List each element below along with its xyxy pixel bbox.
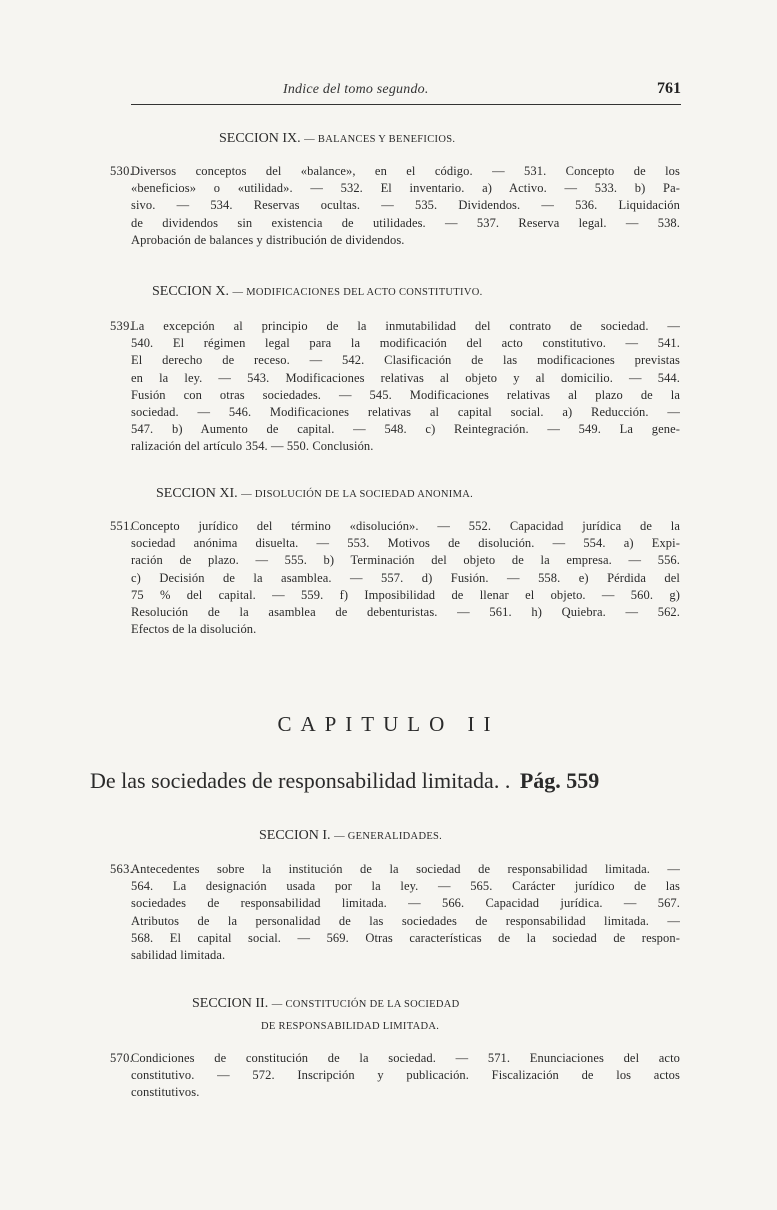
- chapter-subtitle-text: De las sociedades de responsabilidad limitada. .: [90, 768, 511, 793]
- entry-number: 570.: [110, 1051, 134, 1065]
- entry-text: [131, 318, 680, 456]
- section-heading-main: SECCION X.: [152, 284, 230, 299]
- section-heading-ix: [219, 131, 455, 147]
- section-heading-main: SECCION I.: [259, 828, 331, 843]
- running-title: Indice del tomo segundo.: [283, 82, 429, 97]
- entry-line: constitutivos.: [131, 1085, 200, 1100]
- entry-line: Aprobación de balances y distribución de dividendos.: [131, 232, 405, 247]
- entry-number: 530.: [110, 164, 134, 178]
- section-heading-main: SECCION XI.: [156, 486, 238, 501]
- section-heading-rest: — GENERALIDADES.: [334, 831, 443, 842]
- entry-number: 551.: [110, 519, 134, 533]
- entry-number: 539.: [110, 319, 134, 333]
- section-heading-rest: — MODIFICACIONES DEL ACTO CONSTITUTIVO.: [232, 287, 483, 298]
- entry-line: Antecedentes sobre la institución de la sociedad de responsabilidad limitada. —: [131, 862, 680, 876]
- entry-line: Condiciones de constitución de la sociedad. — 571. Enunciaciones del acto: [131, 1051, 680, 1065]
- section-heading-rest: DE RESPONSABILIDAD LIMITADA.: [261, 1021, 440, 1032]
- chapter-title: CAPITULO II: [277, 712, 500, 736]
- running-header: [131, 80, 681, 104]
- entry-line: ración de plazo. — 555. b) Terminación del objeto de la empresa. — 556.: [131, 553, 680, 568]
- chapter-subtitle: [90, 768, 690, 794]
- section-heading-i: [259, 828, 442, 844]
- entry-line: «beneficios» o «utilidad». — 532. El inventario. a) Activo. — 533. b) Pa-: [131, 181, 680, 196]
- section-heading-rest: — DISOLUCIÓN DE LA SOCIEDAD ANONIMA.: [241, 489, 474, 500]
- entry-line: Diversos conceptos del «balance», en el código. — 531. Concepto de los: [131, 164, 680, 178]
- entry-line: Atributos de la personalidad de las sociedades de responsabilidad limitada. —: [131, 913, 680, 928]
- section-heading-xi: [156, 486, 473, 502]
- entry-line: de dividendos sin existencia de utilidades. — 537. Reserva legal. — 538.: [131, 215, 680, 230]
- entry-number: 563.: [110, 862, 134, 876]
- section-heading-ii-line2: [261, 1018, 439, 1034]
- entry-line: 547. b) Aumento de capital. — 548. c) Reintegración. — 549. La gene-: [131, 422, 680, 437]
- entry-line: La excepción al principio de la inmutabilidad del contrato de sociedad. —: [131, 319, 680, 333]
- entry-line: 568. El capital social. — 569. Otras características de la sociedad de respon-: [131, 930, 680, 945]
- entry-line: sociedades de responsabilidad limitada. — 566. Capacidad jurídica. — 567.: [131, 896, 680, 911]
- entry-line: El derecho de receso. — 542. Clasificación de las modificaciones previstas: [131, 353, 680, 368]
- entry-line: sociedad. — 546. Modificaciones relativas al capital social. a) Reducción. —: [131, 404, 680, 419]
- entry-line: constitutivo. — 572. Inscripción y publicación. Fiscalización de los actos: [131, 1068, 680, 1083]
- entry-text: [131, 163, 680, 249]
- entry-text: [131, 861, 680, 964]
- section-heading-rest: — BALANCES Y BENEFICIOS.: [304, 134, 456, 145]
- entry-line: Resolución de la asamblea de debenturistas. — 561. h) Quiebra. — 562.: [131, 604, 680, 619]
- entry-line: Fusión con otras sociedades. — 545. Modificaciones relativas al plazo de la: [131, 387, 680, 402]
- entry-line: sivo. — 534. Reservas ocultas. — 535. Dividendos. — 536. Liquidación: [131, 198, 680, 213]
- entry-line: Efectos de la disolución.: [131, 622, 257, 637]
- chapter-page-ref: Pág. 559: [519, 768, 600, 793]
- entry-line: c) Decisión de la asamblea. — 557. d) Fusión. — 558. e) Pérdida del: [131, 570, 680, 585]
- section-heading-x: [152, 284, 483, 300]
- section-heading-rest: — CONSTITUCIÓN DE LA SOCIEDAD: [271, 999, 460, 1010]
- entry-line: 540. El régimen legal para la modificación del acto constitutivo. — 541.: [131, 336, 680, 351]
- section-heading-main: SECCION II.: [192, 996, 269, 1011]
- entry-line: 564. La designación usada por la ley. — 565. Carácter jurídico de las: [131, 879, 680, 894]
- page-number: 761: [657, 80, 681, 97]
- entry-line: sabilidad limitada.: [131, 947, 226, 962]
- entry-text: [131, 1050, 680, 1102]
- entry-line: Concepto jurídico del término «disolución». — 552. Capacidad jurídica de la: [131, 519, 680, 533]
- entry-line: 75 % del capital. — 559. f) Imposibilidad de llenar el objeto. — 560. g): [131, 587, 680, 602]
- entry-line: en la ley. — 543. Modificaciones relativas al objeto y al domicilio. — 544.: [131, 370, 680, 385]
- entry-line: ralización del artículo 354. — 550. Conclusión.: [131, 439, 374, 454]
- section-heading-main: SECCION IX.: [219, 131, 301, 146]
- entry-line: sociedad anónima disuelta. — 553. Motivos de disolución. — 554. a) Expi-: [131, 536, 680, 551]
- section-heading-ii: [192, 996, 460, 1012]
- entry-text: [131, 518, 680, 638]
- header-rule: [131, 104, 681, 105]
